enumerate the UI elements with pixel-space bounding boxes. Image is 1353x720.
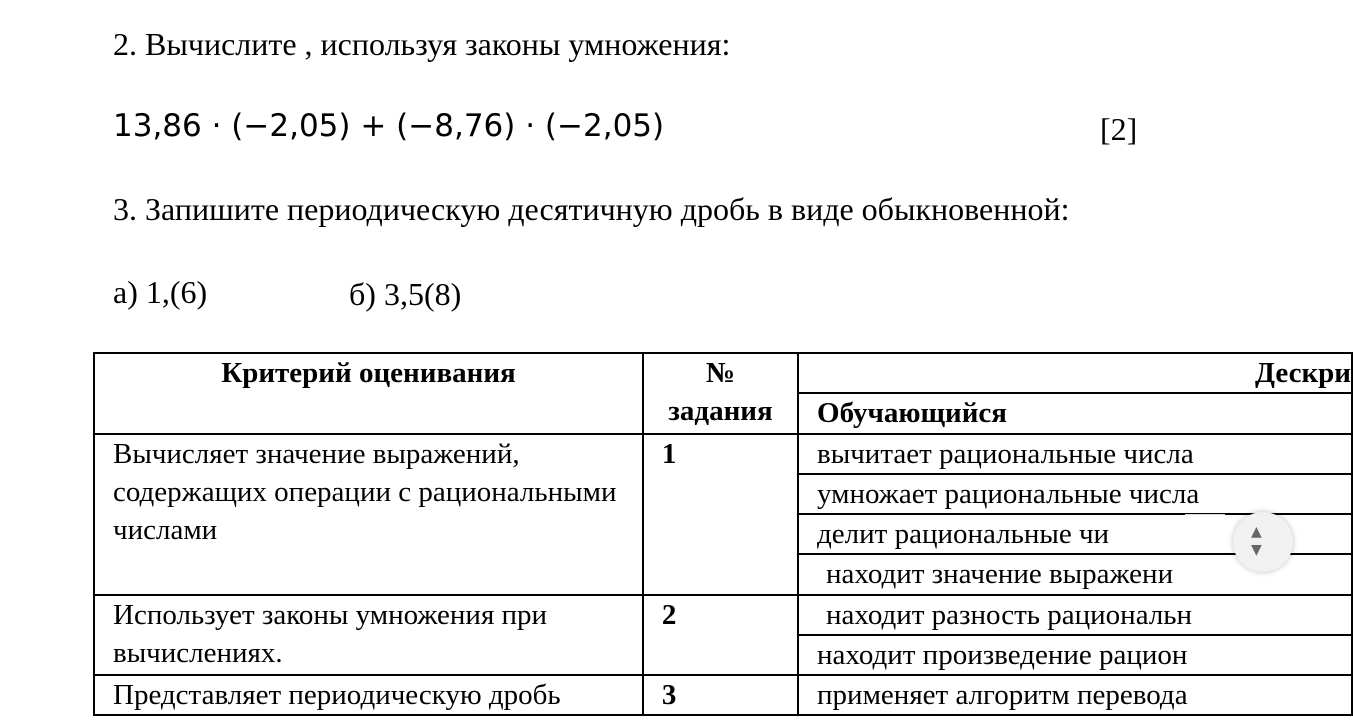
row-1-descriptor-2: умножает рациональные числа [798, 474, 1352, 514]
row-1-criterion: Вычисляет значение выражений, содержащих операции с рациональными числами [94, 434, 643, 595]
row-1-descriptor-3: делит рациональные чи [798, 514, 1352, 554]
table-row [94, 434, 1352, 474]
scroll-widget[interactable] [1233, 512, 1293, 572]
header-task-number-line2: задания [668, 395, 773, 428]
task-3-heading: 3. Запишите периодическую десятичную дробь в виде обыкновенной: [113, 191, 1070, 227]
chevron-down-icon[interactable]: ▼ [1251, 542, 1262, 558]
task-2-points: [2] [1100, 111, 1138, 147]
task-2-heading: 2. Вычислите , используя законы умножения: [113, 26, 731, 62]
header-descriptor: Дескри [798, 353, 1352, 393]
task-2-expression: 13,86 ⋅ (−2,05) + (−8,76) ⋅ (−2,05) [113, 108, 665, 144]
table-header-row [94, 353, 1352, 393]
table-row [94, 595, 1352, 635]
header-criterion: Критерий оценивания [94, 353, 643, 434]
scroll-widget-fade [1185, 514, 1225, 552]
chevron-up-icon[interactable]: ▲ [1251, 524, 1262, 540]
row-1-descriptor-4: находит значение выражени [798, 554, 1352, 594]
row-2-task: 2 [643, 595, 798, 676]
header-task-number-line1: № [705, 357, 736, 389]
header-task-number [643, 353, 798, 434]
task-3-option-b: б) 3,5(8) [349, 276, 462, 312]
row-2-descriptor-1: находит разность рациональн [798, 595, 1352, 635]
row-3-descriptor-1: применяет алгоритм перевода [798, 675, 1352, 715]
table-row [94, 675, 1352, 715]
task-3-option-a: а) 1,(6) [113, 274, 208, 310]
row-2-criterion: Использует законы умножения при вычислениях. [94, 595, 643, 676]
row-3-task: 3 [643, 675, 798, 715]
assessment-criteria-table [93, 352, 1353, 716]
row-1-task: 1 [643, 434, 798, 595]
row-3-criterion: Представляет периодическую дробь [94, 675, 643, 715]
header-learner: Обучающийся [798, 393, 1352, 433]
row-1-descriptor-1: вычитает рациональные числа [798, 434, 1352, 474]
row-2-descriptor-2: находит произведение рацион [798, 635, 1352, 675]
